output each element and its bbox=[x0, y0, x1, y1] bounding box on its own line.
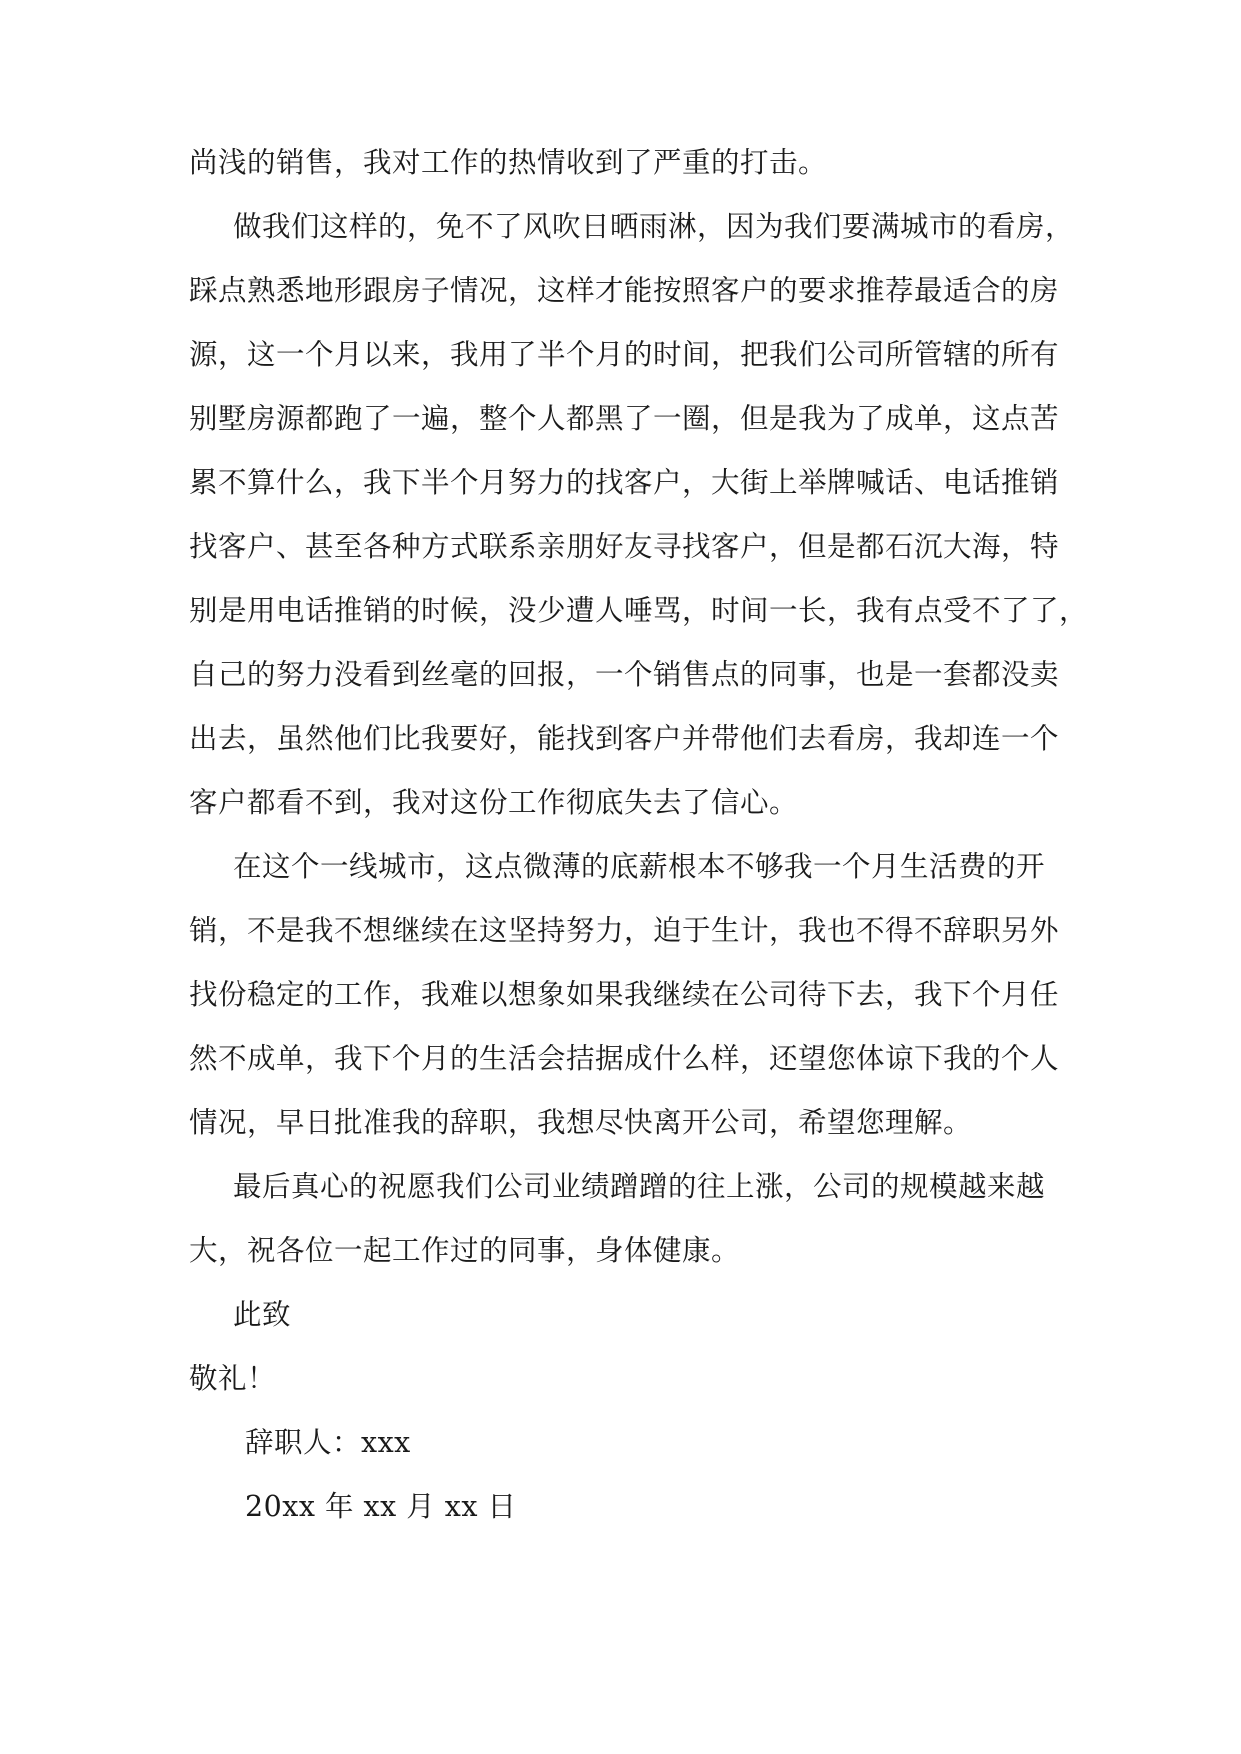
body-line: 别墅房源都跑了一遍，整个人都黑了一圈，但是我为了成单，这点苦 bbox=[189, 402, 1060, 435]
body-line: 销，不是我不想继续在这坚持努力，迫于生计，我也不得不辞职另外 bbox=[189, 914, 1060, 947]
body-line: 找份稳定的工作，我难以想象如果我继续在公司待下去，我下个月任 bbox=[189, 978, 1060, 1011]
paragraph-start-line: 在这个一线城市，这点微薄的底薪根本不够我一个月生活费的开 bbox=[233, 850, 1046, 883]
body-line: 出去，虽然他们比我要好，能找到客户并带他们去看房，我却连一个 bbox=[189, 722, 1060, 755]
body-line: 然不成单，我下个月的生活会拮据成什么样，还望您体谅下我的个人 bbox=[189, 1042, 1060, 1075]
body-line: 尚浅的销售，我对工作的热情收到了严重的打击。 bbox=[189, 146, 828, 179]
salutation-text: 敬礼！ bbox=[189, 1362, 277, 1395]
body-line: 大，祝各位一起工作过的同事，身体健康。 bbox=[189, 1234, 741, 1267]
letter-date: 20xx 年 xx 月 xx 日 bbox=[245, 1490, 517, 1523]
body-line: 别是用电话推销的时候，没少遭人唾骂，时间一长，我有点受不了了， bbox=[189, 594, 1089, 627]
body-line: 踩点熟悉地形跟房子情况，这样才能按照客户的要求推荐最适合的房 bbox=[189, 274, 1060, 307]
closing-text: 此致 bbox=[233, 1298, 292, 1331]
paragraph-start-line: 最后真心的祝愿我们公司业绩蹭蹭的往上涨，公司的规模越来越 bbox=[233, 1170, 1046, 1203]
body-line: 情况，早日批准我的辞职，我想尽快离开公司，希望您理解。 bbox=[189, 1106, 973, 1139]
body-line: 客户都看不到，我对这份工作彻底失去了信心。 bbox=[189, 786, 799, 819]
body-line: 源，这一个月以来，我用了半个月的时间，把我们公司所管辖的所有 bbox=[189, 338, 1060, 371]
signer-name: 辞职人：xxx bbox=[245, 1426, 411, 1459]
body-line: 找客户、甚至各种方式联系亲朋好友寻找客户，但是都石沉大海，特 bbox=[189, 530, 1060, 563]
body-line: 自己的努力没看到丝毫的回报，一个销售点的同事，也是一套都没卖 bbox=[189, 658, 1060, 691]
paragraph-start-line: 做我们这样的，免不了风吹日晒雨淋，因为我们要满城市的看房， bbox=[233, 210, 1075, 243]
body-line: 累不算什么，我下半个月努力的找客户，大街上举牌喊话、电话推销 bbox=[189, 466, 1060, 499]
